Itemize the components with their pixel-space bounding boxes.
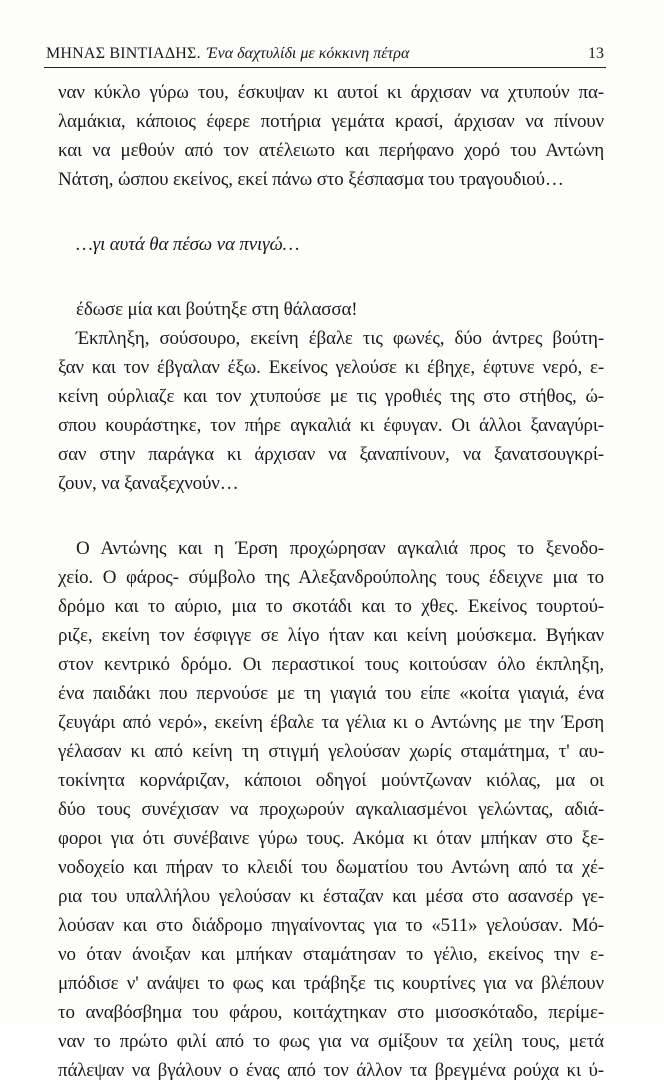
- header-rule: [44, 67, 606, 68]
- text-line: τοκίνητα κορνάριζαν, κάποιοι οδηγοί μούντζωναν κιόλας, μα οι: [58, 770, 604, 791]
- text-line: ζευγάρι από νερό», εκείνη έβαλε τα γέλια κι ο Αντώνης με την Έρση: [58, 712, 604, 733]
- text-line: νοδοχείο και πήραν το κλειδί του δωματίου του Αντώνη από τα χέ-: [58, 857, 604, 878]
- text-line: λαμάκια, κάποιος έφερε ποτήρια γεμάτα κρασί, άρχισαν να πίνουν: [58, 111, 604, 132]
- text-line: μπόδισε ν' ανάψει το φως και τράβηξε τις κουρτίνες για να βλέπουν: [58, 973, 604, 994]
- running-header: [46, 42, 606, 66]
- text-line: έδωσε μία και βούτηξε στη θάλασσα!: [76, 299, 358, 320]
- paragraph-3: [58, 324, 604, 498]
- text-line: κείνη ούρλιαζε και τον χτυπούσε με τις γροθιές της στο στήθος, ώ-: [58, 386, 604, 407]
- text-line: χείο. Ο φάρος- σύμβολο της Αλεξανδρούπολης τους έδειχνε μια το: [58, 567, 604, 588]
- paragraph-gap: [58, 498, 604, 534]
- text-line: ξαν και τον έβγαλαν έξω. Εκείνος γελούσε κι έβηχε, έφτυνε νερό, ε-: [58, 357, 604, 378]
- text-line: ένα παιδάκι που περνούσε με τη γιαγιά του είπε «κοίτα γιαγιά, ένα: [58, 683, 604, 704]
- text-line: σαν στην παράγκα κι άρχισαν να ξαναπίνουν, να ξανατσουγκρί-: [58, 444, 604, 465]
- text-line: Έκπληξη, σούσουρο, εκείνη έβαλε τις φωνές, δύο άντρες βούτη-: [76, 328, 604, 349]
- text-line: ναν κύκλο γύρω του, έσκυψαν κι αυτοί κι άρχισαν να χτυπούν πα-: [58, 82, 604, 103]
- text-line: νο όταν άνοιξαν και μπήκαν σταμάτησαν το γέλιο, εκείνος την ε-: [58, 944, 604, 965]
- text-line: ζουν, να ξαναξεχνούν…: [58, 473, 239, 494]
- song-quote: [58, 230, 604, 259]
- paragraph-gap: [58, 259, 604, 295]
- text-line: Ο Αντώνης και η Έρση προχώρησαν αγκαλιά προς το ξενοδο-: [76, 538, 604, 559]
- text-line: σπου κουράστηκε, τον πήρε αγκαλιά κι έφυγαν. Οι άλλοι ξαναγύρι-: [58, 415, 604, 436]
- body-text: [58, 78, 604, 1085]
- text-line: πάλεψαν να βγάλουν ο ένας από τον άλλον τα βρεγμένα ρούχα κι ύ-: [58, 1060, 604, 1081]
- text-line: φοροι για ότι συνέβαινε γύρω τους. Ακόμα κι όταν μπήκαν στο ξε-: [58, 828, 604, 849]
- text-line: δύο τους συνέχισαν να προχωρούν αγκαλιασμένοι γελώντας, αδιά-: [58, 799, 604, 820]
- text-line: το αναβόσβημα του φάρου, κοιτάχτηκαν στο μισοσκόταδο, περίμε-: [58, 1002, 604, 1023]
- paragraph-4: [58, 534, 604, 1085]
- author-name: ΜΗΝΑΣ ΒΙΝΤΙΑΔΗΣ.: [46, 45, 201, 62]
- paragraph-gap: [58, 194, 604, 230]
- text-line: λούσαν και στο διάδρομο πηγαίνοντας για το «511» γελούσαν. Μό-: [58, 915, 604, 936]
- paragraph-1: [58, 78, 604, 194]
- page-number: 13: [588, 45, 604, 62]
- text-line: Νάτση, ώσπου εκείνος, εκεί πάνω στο ξέσπασμα του τραγουδιού…: [58, 169, 564, 190]
- text-line: ρια του υπαλλήλου γελούσαν κι έσταζαν και μέσα στο ασανσέρ γε-: [58, 886, 604, 907]
- text-line: στον κεντρικό δρόμο. Οι περαστικοί τους κοιτούσαν όλο έκπληξη,: [58, 654, 604, 675]
- text-line: ριζε, εκείνη τον έσφιγγε σε λίγο ήταν και κείνη μούσκεμα. Βγήκαν: [58, 625, 604, 646]
- text-line: ναν το πρώτο φιλί από το φως για να σμίξουν τα χείλη τους, μετά: [58, 1031, 604, 1052]
- book-title: Ένα δαχτυλίδι με κόκκινη πέτρα: [206, 45, 410, 62]
- text-line: και να μεθούν από τον ατέλειωτο και περήφανο χορό του Αντώνη: [58, 140, 604, 161]
- paragraph-2: [58, 295, 604, 324]
- text-line: γέλασαν κι από κείνη τη στιγμή γελούσαν χωρίς σταμάτημα, τ' αυ-: [58, 741, 604, 762]
- song-line: …γι αυτά θα πέσω να πνιγώ…: [76, 234, 300, 255]
- text-line: δρόμο και το αύριο, μια το σκοτάδι και το χθες. Εκείνος τουρτού-: [58, 596, 604, 617]
